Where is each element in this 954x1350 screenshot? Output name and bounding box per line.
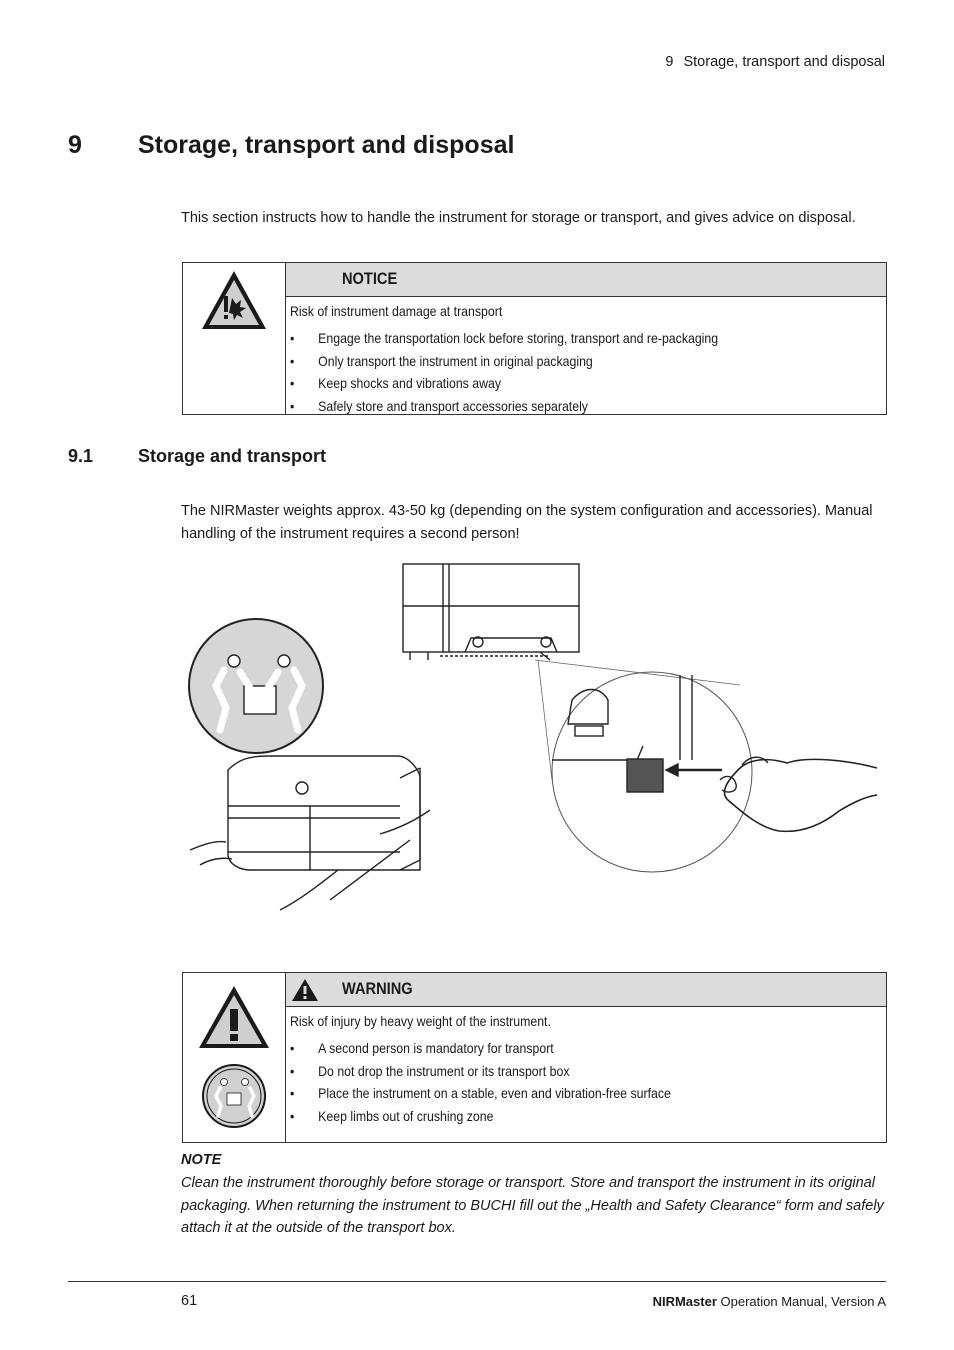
list-item: • Engage the transportation lock before storing, transport and re-packaging [290, 327, 718, 350]
warning-lead: Risk of injury by heavy weight of the instrument. [290, 1013, 551, 1029]
two-person-lift-icon [200, 1062, 268, 1130]
note-label: NOTE [181, 1152, 222, 1168]
warning-list [290, 1037, 671, 1127]
list-item: • Keep shocks and vibrations away [290, 372, 718, 395]
running-header-chapter-number: 9 [665, 54, 674, 70]
notice-lead: Risk of instrument damage at transport [290, 303, 503, 319]
list-item: • Place the instrument on a stable, even and vibration-free surface [290, 1082, 671, 1105]
notice-header [286, 263, 886, 297]
two-person-lift-sign [189, 619, 323, 753]
instrument-rear-view [403, 564, 579, 660]
transport-illustration [180, 560, 890, 920]
warning-icon-column [183, 973, 286, 1142]
warning-box [182, 972, 887, 1143]
damage-warning-icon [199, 268, 269, 332]
list-item: • Safely store and transport accessories separately [290, 395, 718, 418]
warning-header [286, 973, 886, 1007]
note-text: Clean the instrument thoroughly before storage or transport. Store and transport the instrument in its original packaging. When returning the instrument to BUCHI fill out the „Health and Safety Clearance“ form and safely attach it at the outside of the transport box. [181, 1175, 884, 1236]
footer-document-title [560, 1294, 886, 1309]
instrument-carried [190, 756, 430, 910]
warning-triangle-icon [196, 983, 272, 1051]
page-number: 61 [181, 1293, 198, 1309]
footer-divider [68, 1281, 886, 1282]
running-header-chapter-title: Storage, transport and disposal [683, 54, 885, 70]
notice-icon-column [183, 263, 286, 414]
footer-document-version: Operation Manual, Version A [716, 1294, 886, 1309]
notice-label: NOTICE [342, 269, 398, 288]
warning-body [290, 1011, 671, 1127]
section-paragraph: The NIRMaster weights approx. 43-50 kg (depending on the system configuration and accessories). Manual handling of the instrument requires a second person! [181, 503, 873, 542]
warning-small-icon [291, 978, 319, 1002]
notice-body [290, 301, 718, 417]
footer-product-name: NIRMaster [652, 1294, 717, 1309]
transport-lock-detail [552, 672, 877, 872]
intro-paragraph: This section instructs how to handle the instrument for storage or transport, and gives advice on disposal. [181, 210, 856, 226]
list-item: • Only transport the instrument in original packaging [290, 350, 718, 373]
chapter-number: 9 [68, 131, 82, 159]
running-header [600, 54, 885, 70]
notice-box [182, 262, 887, 415]
notice-list [290, 327, 718, 417]
section-title: Storage and transport [138, 446, 327, 466]
chapter-title: Storage, transport and disposal [138, 131, 515, 159]
section-number: 9.1 [68, 446, 94, 466]
list-item: • Do not drop the instrument or its transport box [290, 1060, 671, 1083]
list-item: • A second person is mandatory for transport [290, 1037, 671, 1060]
warning-label: WARNING [342, 979, 413, 998]
list-item: • Keep limbs out of crushing zone [290, 1105, 671, 1128]
